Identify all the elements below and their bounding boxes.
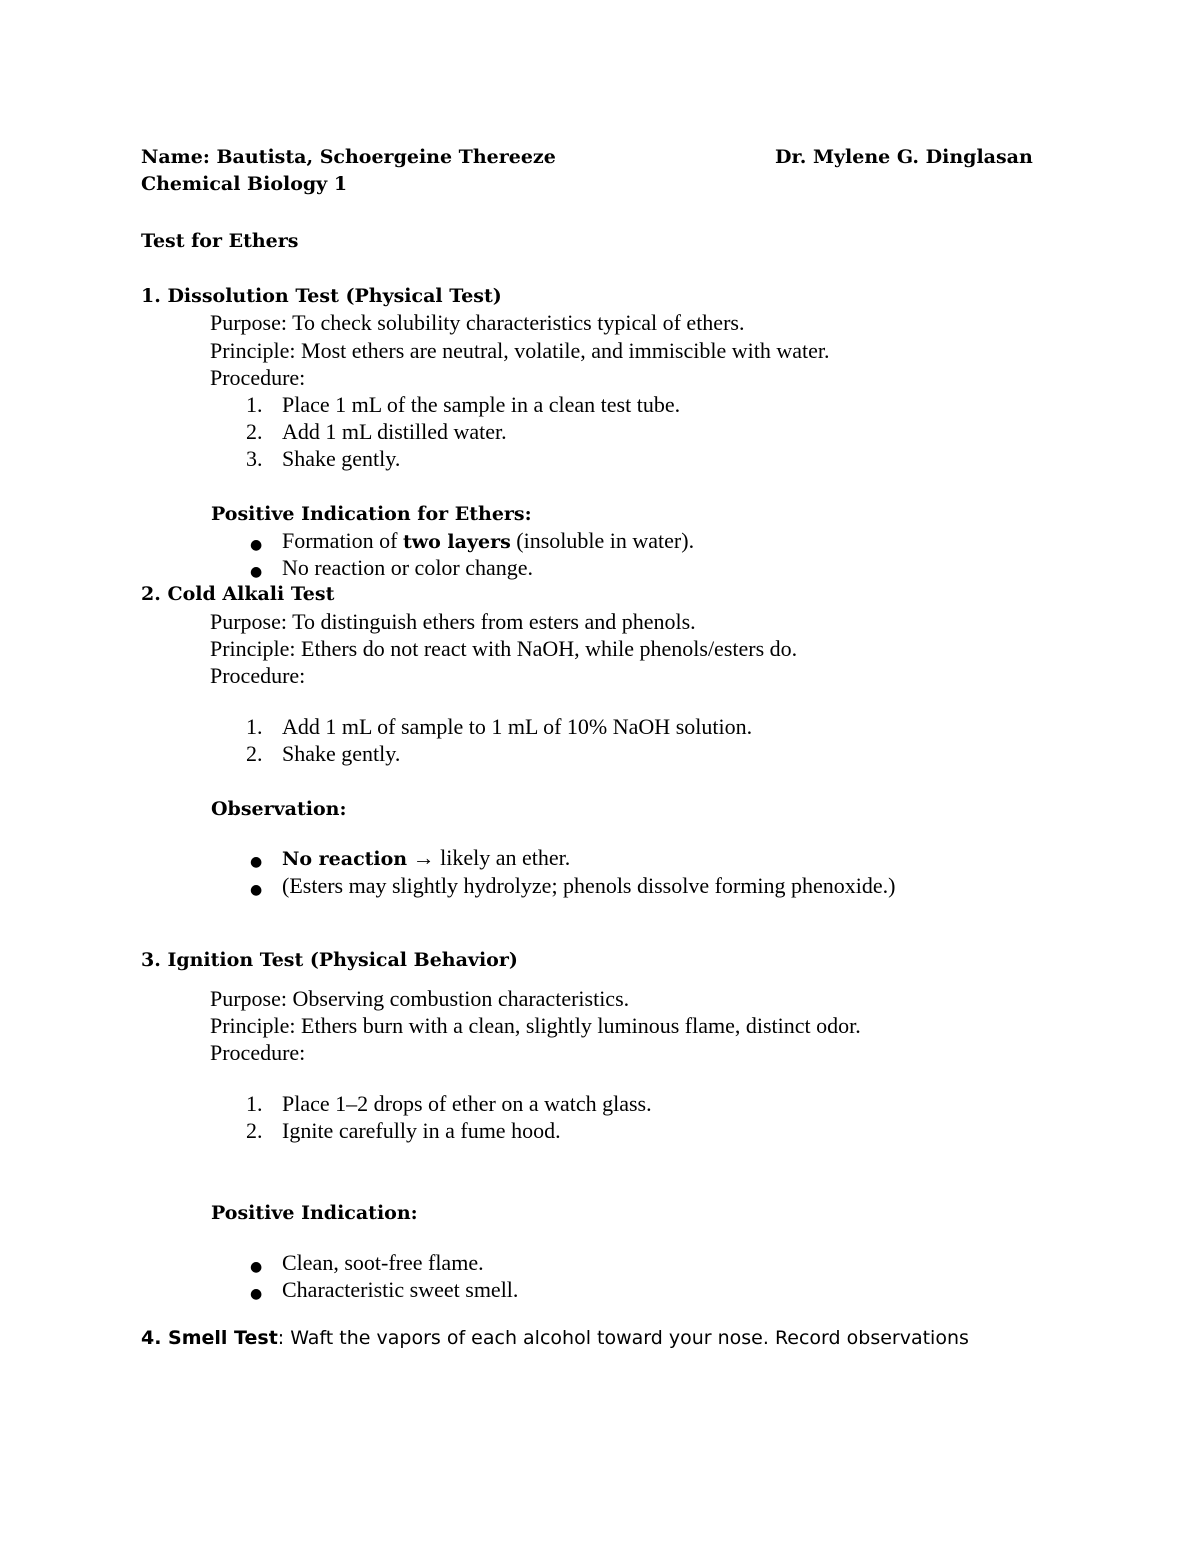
bullet-icon: ● bbox=[250, 882, 263, 898]
step-text: Add 1 mL of sample to 1 mL of 10% NaOH solution. bbox=[282, 714, 753, 739]
section1-indication-label: Positive Indication for Ethers: bbox=[211, 503, 532, 525]
section2-heading: 2. Cold Alkali Test bbox=[141, 583, 335, 605]
indication-text: Formation of bbox=[282, 528, 403, 553]
step-number: 2. bbox=[246, 1118, 263, 1143]
observation-text: → likely an ether. bbox=[407, 845, 571, 870]
step-text: Place 1 mL of the sample in a clean test tube. bbox=[282, 392, 681, 417]
section1-procedure-label: Procedure: bbox=[210, 365, 306, 390]
section4-heading: 4. Smell Test bbox=[141, 1327, 278, 1349]
section3-purpose: Purpose: Observing combustion characteristics. bbox=[210, 986, 630, 1011]
section3-procedure-label: Procedure: bbox=[210, 1040, 306, 1065]
indication-text: No reaction or color change. bbox=[282, 555, 534, 580]
step-text: Place 1–2 drops of ether on a watch glass. bbox=[282, 1091, 652, 1116]
section4-text: : Waft the vapors of each alcohol toward your nose. Record observations bbox=[277, 1327, 969, 1349]
step-number: 2. bbox=[246, 741, 263, 766]
bullet-icon: ● bbox=[250, 537, 263, 553]
step-number: 3. bbox=[246, 446, 263, 471]
step-text: Shake gently. bbox=[282, 741, 401, 766]
section2-purpose: Purpose: To distinguish ethers from esters and phenols. bbox=[210, 609, 696, 634]
bullet-icon: ● bbox=[250, 1259, 263, 1275]
observation-text: (Esters may slightly hydrolyze; phenols dissolve forming phenoxide.) bbox=[282, 873, 896, 898]
course-name: Chemical Biology 1 bbox=[141, 173, 348, 195]
instructor-name: Dr. Mylene G. Dinglasan bbox=[775, 146, 1033, 168]
step-text: Ignite carefully in a fume hood. bbox=[282, 1118, 561, 1143]
step-text: Shake gently. bbox=[282, 446, 401, 471]
step-number: 2. bbox=[246, 419, 263, 444]
section1-heading: 1. Dissolution Test (Physical Test) bbox=[141, 285, 502, 307]
section2-procedure-label: Procedure: bbox=[210, 663, 306, 688]
indication-bold: two layers bbox=[403, 531, 511, 553]
section4 bbox=[141, 1326, 969, 1350]
section1-purpose: Purpose: To check solubility characteristics typical of ethers. bbox=[210, 310, 745, 335]
document-title: Test for Ethers bbox=[141, 230, 299, 252]
section3-principle: Principle: Ethers burn with a clean, slightly luminous flame, distinct odor. bbox=[210, 1013, 861, 1038]
bullet-icon: ● bbox=[250, 564, 263, 580]
section3-indication-label: Positive Indication: bbox=[211, 1202, 418, 1224]
step-number: 1. bbox=[246, 392, 263, 417]
indication-text: (insoluble in water). bbox=[510, 528, 695, 553]
indication-text: Clean, soot-free flame. bbox=[282, 1250, 484, 1275]
step-text: Add 1 mL distilled water. bbox=[282, 419, 507, 444]
section1-principle: Principle: Most ethers are neutral, volatile, and immiscible with water. bbox=[210, 338, 830, 363]
section2-observation-label: Observation: bbox=[211, 798, 347, 820]
bullet-icon: ● bbox=[250, 1286, 263, 1302]
section2-principle: Principle: Ethers do not react with NaOH, while phenols/esters do. bbox=[210, 636, 798, 661]
indication-text: Characteristic sweet smell. bbox=[282, 1277, 519, 1302]
step-number: 1. bbox=[246, 1091, 263, 1116]
bullet-icon: ● bbox=[250, 854, 263, 870]
observation-bold: No reaction bbox=[282, 848, 408, 870]
section3-heading: 3. Ignition Test (Physical Behavior) bbox=[141, 949, 518, 971]
student-name: Name: Bautista, Schoergeine Thereeze bbox=[141, 146, 556, 168]
step-number: 1. bbox=[246, 714, 263, 739]
